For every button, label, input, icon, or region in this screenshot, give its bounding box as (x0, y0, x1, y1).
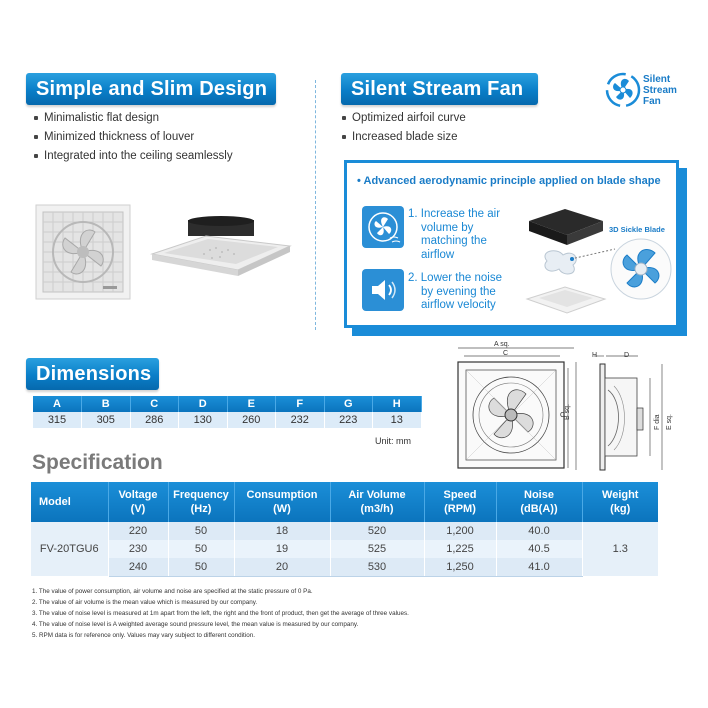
spec-note-5: 5. RPM data is for reference only. Values may vary subject to different condition. (32, 632, 255, 639)
spec-speed-1: 1,200 (424, 522, 496, 540)
section-divider (315, 80, 316, 330)
label-h: H (592, 352, 598, 359)
blade-pointer-line (569, 243, 619, 263)
dim-value-f: 232 (276, 412, 325, 428)
spec-note-2: 2. The value of air volume is the mean value which is measured by our company. (32, 599, 258, 606)
dim-header-h: H (373, 396, 422, 412)
spec-header-air-volume (330, 482, 424, 522)
spec-voltage-1: 220 (108, 522, 168, 540)
airflow-volume-icon (362, 206, 404, 248)
dim-header-g: G (324, 396, 373, 412)
spec-row-240v (31, 558, 658, 576)
spec-header-frequency-unit: (Hz) (190, 503, 212, 515)
aero-point-1-line-3: matching the (421, 235, 487, 247)
spec-header-speed-label: Speed (443, 489, 477, 501)
label-f-dia: F dia (654, 414, 661, 430)
dimensions-header-row (33, 396, 421, 412)
aero-point-2-line-2: by evening the (421, 285, 496, 298)
aero-point-2-line-1: 2. Lower the noise (408, 272, 502, 284)
dim-value-a: 315 (33, 412, 82, 428)
spec-header-speed (424, 482, 496, 522)
spec-header-speed-unit: (RPM) (444, 503, 476, 515)
low-noise-icon (362, 269, 404, 311)
logo-text-line-1: Silent (643, 74, 671, 85)
spec-header-consumption (234, 482, 330, 522)
dim-header-d: D (179, 396, 228, 412)
spec-header-consumption-unit: (W) (273, 503, 291, 515)
label-c-side: C (560, 412, 566, 419)
silent-stream-fan-logo-icon (605, 72, 641, 108)
spec-consumption-1: 18 (234, 522, 330, 540)
spec-header-voltage (108, 482, 168, 522)
aero-box-title: • Advanced aerodynamic principle applied on blade shape (357, 175, 661, 187)
simple-slim-design-banner (26, 73, 276, 105)
sickle-blade-label: 3D Sickle Blade (609, 225, 665, 234)
spec-header-air-volume-label: Air Volume (348, 489, 406, 501)
spec-header-frequency-label: Frequency (173, 489, 229, 501)
exploded-fan-graphic (517, 203, 607, 323)
logo-text-line-3: Fan (643, 96, 661, 107)
dim-value-b: 305 (82, 412, 131, 428)
fan-bullet-2: Increased blade size (341, 128, 466, 147)
simple-slim-design-title: Simple and Slim Design (36, 77, 268, 100)
silent-stream-fan-logo-text (643, 74, 677, 107)
fan-angled-photo (150, 212, 292, 278)
spec-header-model (31, 482, 108, 522)
spec-note-3: 3. The value of noise level is measured at 1m apart from the left, the right and the front of product, then get the average of three values. (32, 610, 409, 617)
fan-bullet-list (341, 109, 466, 147)
spec-consumption-2: 19 (234, 540, 330, 558)
spec-header-weight-label: Weight (602, 489, 639, 501)
side-view-drawing (592, 350, 674, 474)
design-bullet-2: Minimized thickness of louver (33, 128, 233, 147)
fan-front-photo (35, 204, 131, 300)
spec-consumption-3: 20 (234, 558, 330, 576)
spec-row-220v (31, 522, 658, 540)
label-b-sq: B sq. (564, 404, 571, 420)
spec-model-cell: FV-20TGU6 (31, 522, 108, 576)
label-d: D (624, 352, 630, 359)
dimensions-table (33, 396, 422, 428)
dim-value-c: 286 (130, 412, 179, 428)
spec-air-volume-1: 520 (330, 522, 424, 540)
dimensions-banner (26, 358, 159, 390)
dim-header-f: F (276, 396, 325, 412)
dim-header-e: E (227, 396, 276, 412)
spec-header-model-label: Model (39, 496, 71, 508)
spec-header-noise-label: Noise (524, 489, 554, 501)
logo-text-line-2: Stream (643, 85, 677, 96)
label-a-sq: A sq. (494, 341, 510, 348)
design-bullet-list (33, 109, 233, 166)
label-c: C (503, 350, 509, 357)
specification-table (31, 482, 658, 577)
spec-header-air-volume-unit: (m3/h) (360, 503, 394, 515)
silent-stream-fan-banner (341, 73, 538, 105)
spec-voltage-3: 240 (108, 558, 168, 576)
spec-speed-2: 1,225 (424, 540, 496, 558)
aero-point-1-line-2: volume by (421, 221, 474, 234)
aero-principle-box (344, 160, 679, 328)
spec-frequency-3: 50 (168, 558, 234, 576)
dim-header-c: C (130, 396, 179, 412)
dim-header-b: B (82, 396, 131, 412)
spec-header-voltage-unit: (V) (130, 503, 146, 515)
aero-point-2 (408, 272, 502, 313)
dim-value-g: 223 (324, 412, 373, 428)
aero-point-1 (408, 208, 500, 262)
spec-header-voltage-label: Voltage (118, 489, 158, 501)
aero-point-1-line-4: airflow (421, 248, 455, 261)
dimensions-unit: Unit: mm (375, 436, 411, 446)
spec-air-volume-2: 525 (330, 540, 424, 558)
aero-point-1-line-1: 1. Increase the air (408, 208, 501, 220)
spec-note-1: 1. The value of power consumption, air volume and noise are specified at the static pressure of 0 Pa. (32, 588, 313, 595)
spec-voltage-2: 230 (108, 540, 168, 558)
spec-speed-3: 1,250 (424, 558, 496, 576)
dim-value-d: 130 (179, 412, 228, 428)
spec-noise-1: 40.0 (496, 522, 582, 540)
label-e-sq: E sq. (666, 414, 673, 430)
spec-weight-cell: 1.3 (582, 522, 658, 576)
spec-frequency-1: 50 (168, 522, 234, 540)
spec-note-4: 4. The value of noise level is A weighted average sound pressure level, the mean value is measured by our company. (32, 621, 359, 628)
spec-noise-3: 41.0 (496, 558, 582, 576)
spec-header-noise-unit: (dB(A)) (520, 503, 558, 515)
spec-air-volume-3: 530 (330, 558, 424, 576)
spec-header-weight (582, 482, 658, 522)
spec-header-consumption-label: Consumption (246, 489, 318, 501)
design-bullet-3: Integrated into the ceiling seamlessly (33, 147, 233, 166)
dimensions-title: Dimensions (36, 362, 152, 385)
aero-point-2-line-3: airflow velocity (421, 299, 496, 311)
spec-noise-2: 40.5 (496, 540, 582, 558)
dim-header-a: A (33, 396, 82, 412)
spec-header-frequency (168, 482, 234, 522)
spec-header-noise (496, 482, 582, 522)
dim-value-e: 260 (227, 412, 276, 428)
silent-stream-fan-title: Silent Stream Fan (351, 77, 524, 100)
specification-title: Specification (32, 451, 163, 474)
spec-header-row (31, 482, 658, 522)
spec-notes (32, 586, 409, 641)
fan-bullet-1: Optimized airfoil curve (341, 109, 466, 128)
dim-value-h: 13 (373, 412, 422, 428)
design-bullet-1: Minimalistic flat design (33, 109, 233, 128)
spec-header-weight-unit: (kg) (610, 503, 631, 515)
spec-frequency-2: 50 (168, 540, 234, 558)
spec-row-230v (31, 540, 658, 558)
dimensions-value-row (33, 412, 421, 428)
